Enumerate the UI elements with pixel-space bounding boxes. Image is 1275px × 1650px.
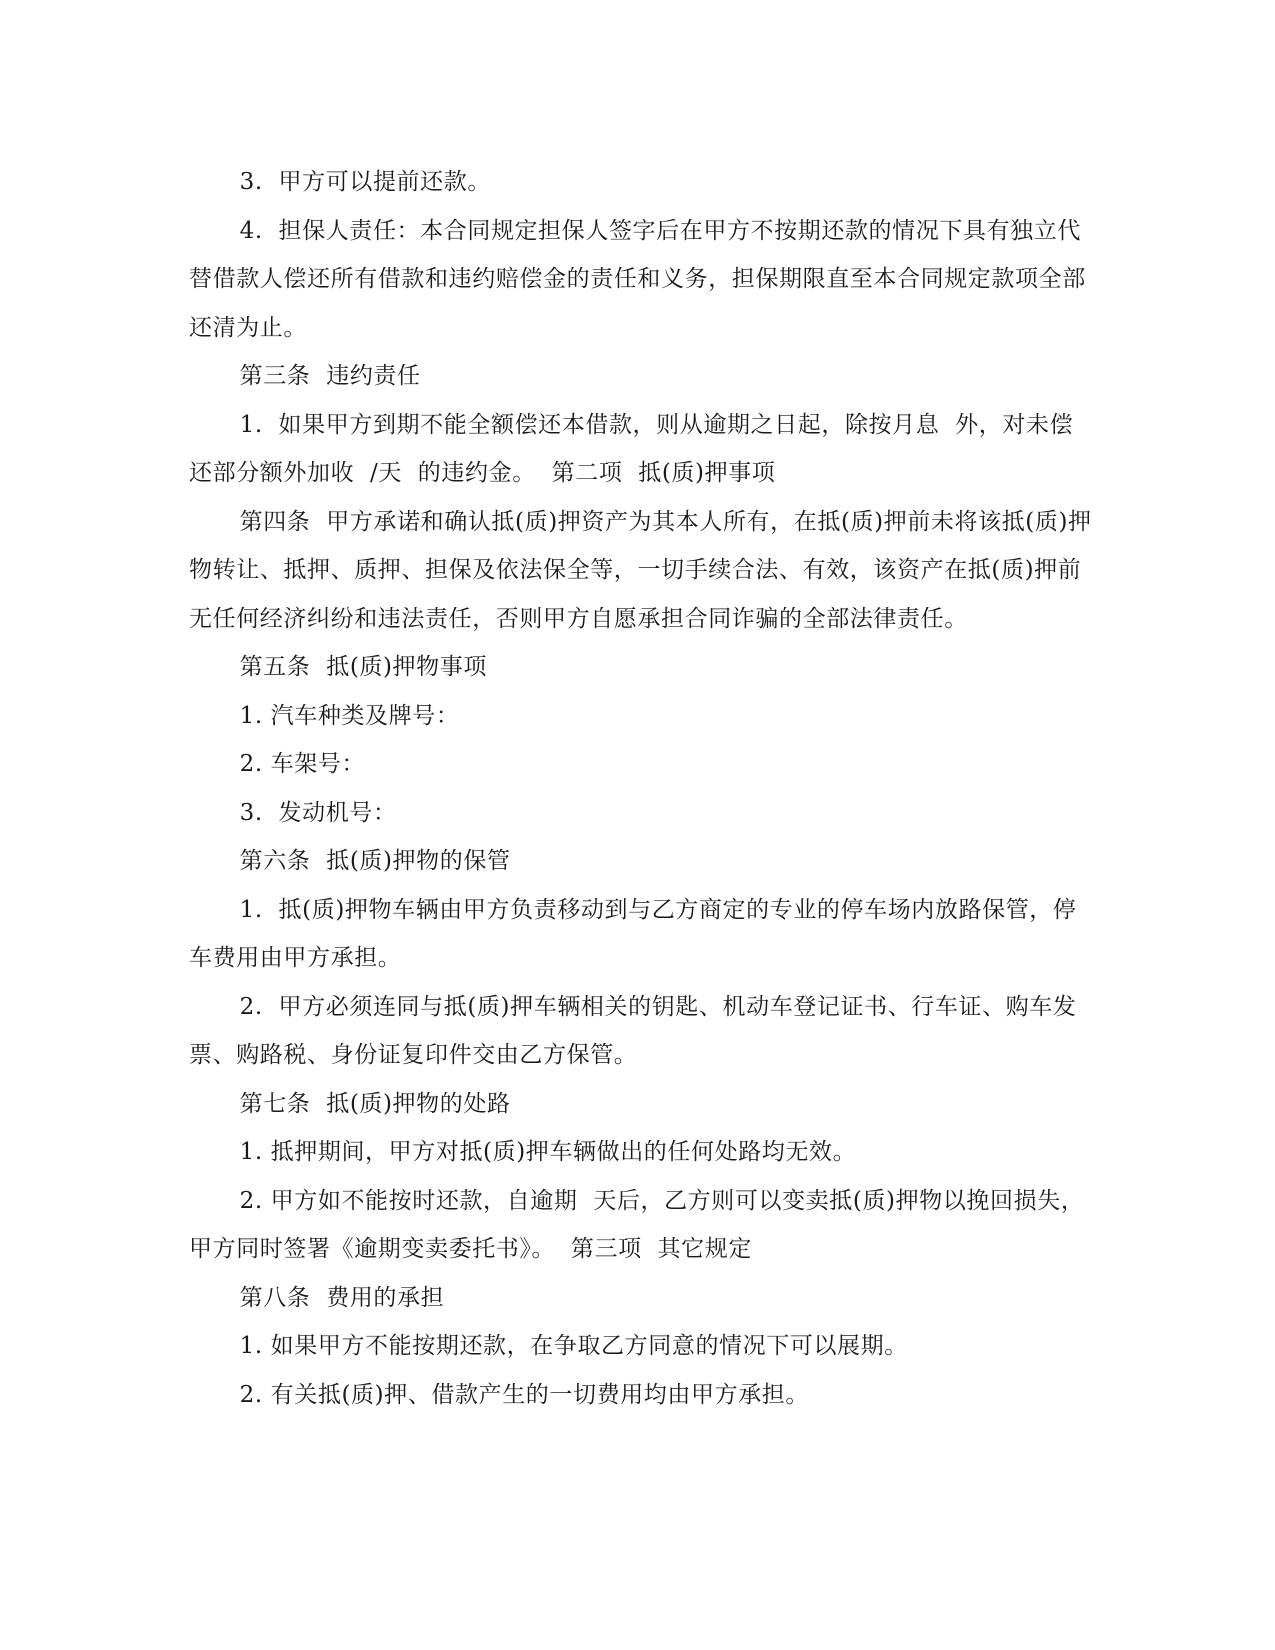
field-vehicle-type: 1. 汽车种类及牌号： (239, 702, 460, 729)
clause-guarantor-liability: 4. 担保人责任：本合同规定担保人签字后在甲方不按期还款的情况下具有独立代替借款人偿还所有借款和违约赔偿金的责任和义务，担保期限直至本合同规定款项全部还清为止。 (189, 217, 1086, 341)
article-3-heading: 第三条 违约责任 (239, 363, 421, 389)
clause-overdue-sale: 2. 甲方如不能按时还款，自逾期 天后，乙方则可以变卖抵(质)押物以挽回损失，甲方同时签署《逾期变卖委托书》。 第三项 其它规定 (189, 1187, 1085, 1262)
article-5-heading: 第五条 抵(质)押物事项 (239, 654, 487, 680)
clause-disposal-invalid: 1. 抵押期间，甲方对抵(质)押车辆做出的任何处路均无效。 (239, 1139, 857, 1165)
clause-overdue-penalty: 1. 如果甲方到期不能全额偿还本借款，则从逾期之日起，除按月息 外，对未偿还部分额外加收 /天 的违约金。 第二项 抵(质)押事项 (189, 411, 1074, 486)
clause-fees: 2. 有关抵(质)押、借款产生的一切费用均由甲方承担。 (239, 1381, 809, 1408)
clause-parking-custody: 1. 抵(质)押物车辆由甲方负责移动到与乙方商定的专业的停车场内放路保管，停车费用由甲方承担。 (189, 896, 1077, 971)
field-engine-number: 3. 发动机号： (239, 799, 397, 826)
article-8-heading: 第八条 费用的承担 (239, 1284, 445, 1311)
article-4-text: 第四条 甲方承诺和确认抵(质)押资产为其本人所有，在抵(质)押前未将该抵(质)押物转让、抵押、质押、担保及依法保全等，一切手续合法、有效，该资产在抵(质)押前无任何经济纠纷和违法责任，否则甲方自愿承担合同诈骗的全部法律责任。 (189, 508, 1092, 632)
clause-early-repayment: 3. 甲方可以提前还款。 (239, 169, 491, 195)
clause-documents-custody: 2. 甲方必须连同与抵(质)押车辆相关的钥匙、机动车登记证书、行车证、购车发票、购路税、身份证复印件交由乙方保管。 (189, 993, 1077, 1068)
field-frame-number: 2. 车架号： (239, 751, 366, 777)
document-body (189, 158, 1094, 1419)
article-6-heading: 第六条 抵(质)押物的保管 (239, 848, 511, 874)
article-7-heading: 第七条 抵(质)押物的处路 (239, 1090, 511, 1117)
clause-extension: 1. 如果甲方不能按期还款，在争取乙方同意的情况下可以展期。 (239, 1333, 908, 1359)
